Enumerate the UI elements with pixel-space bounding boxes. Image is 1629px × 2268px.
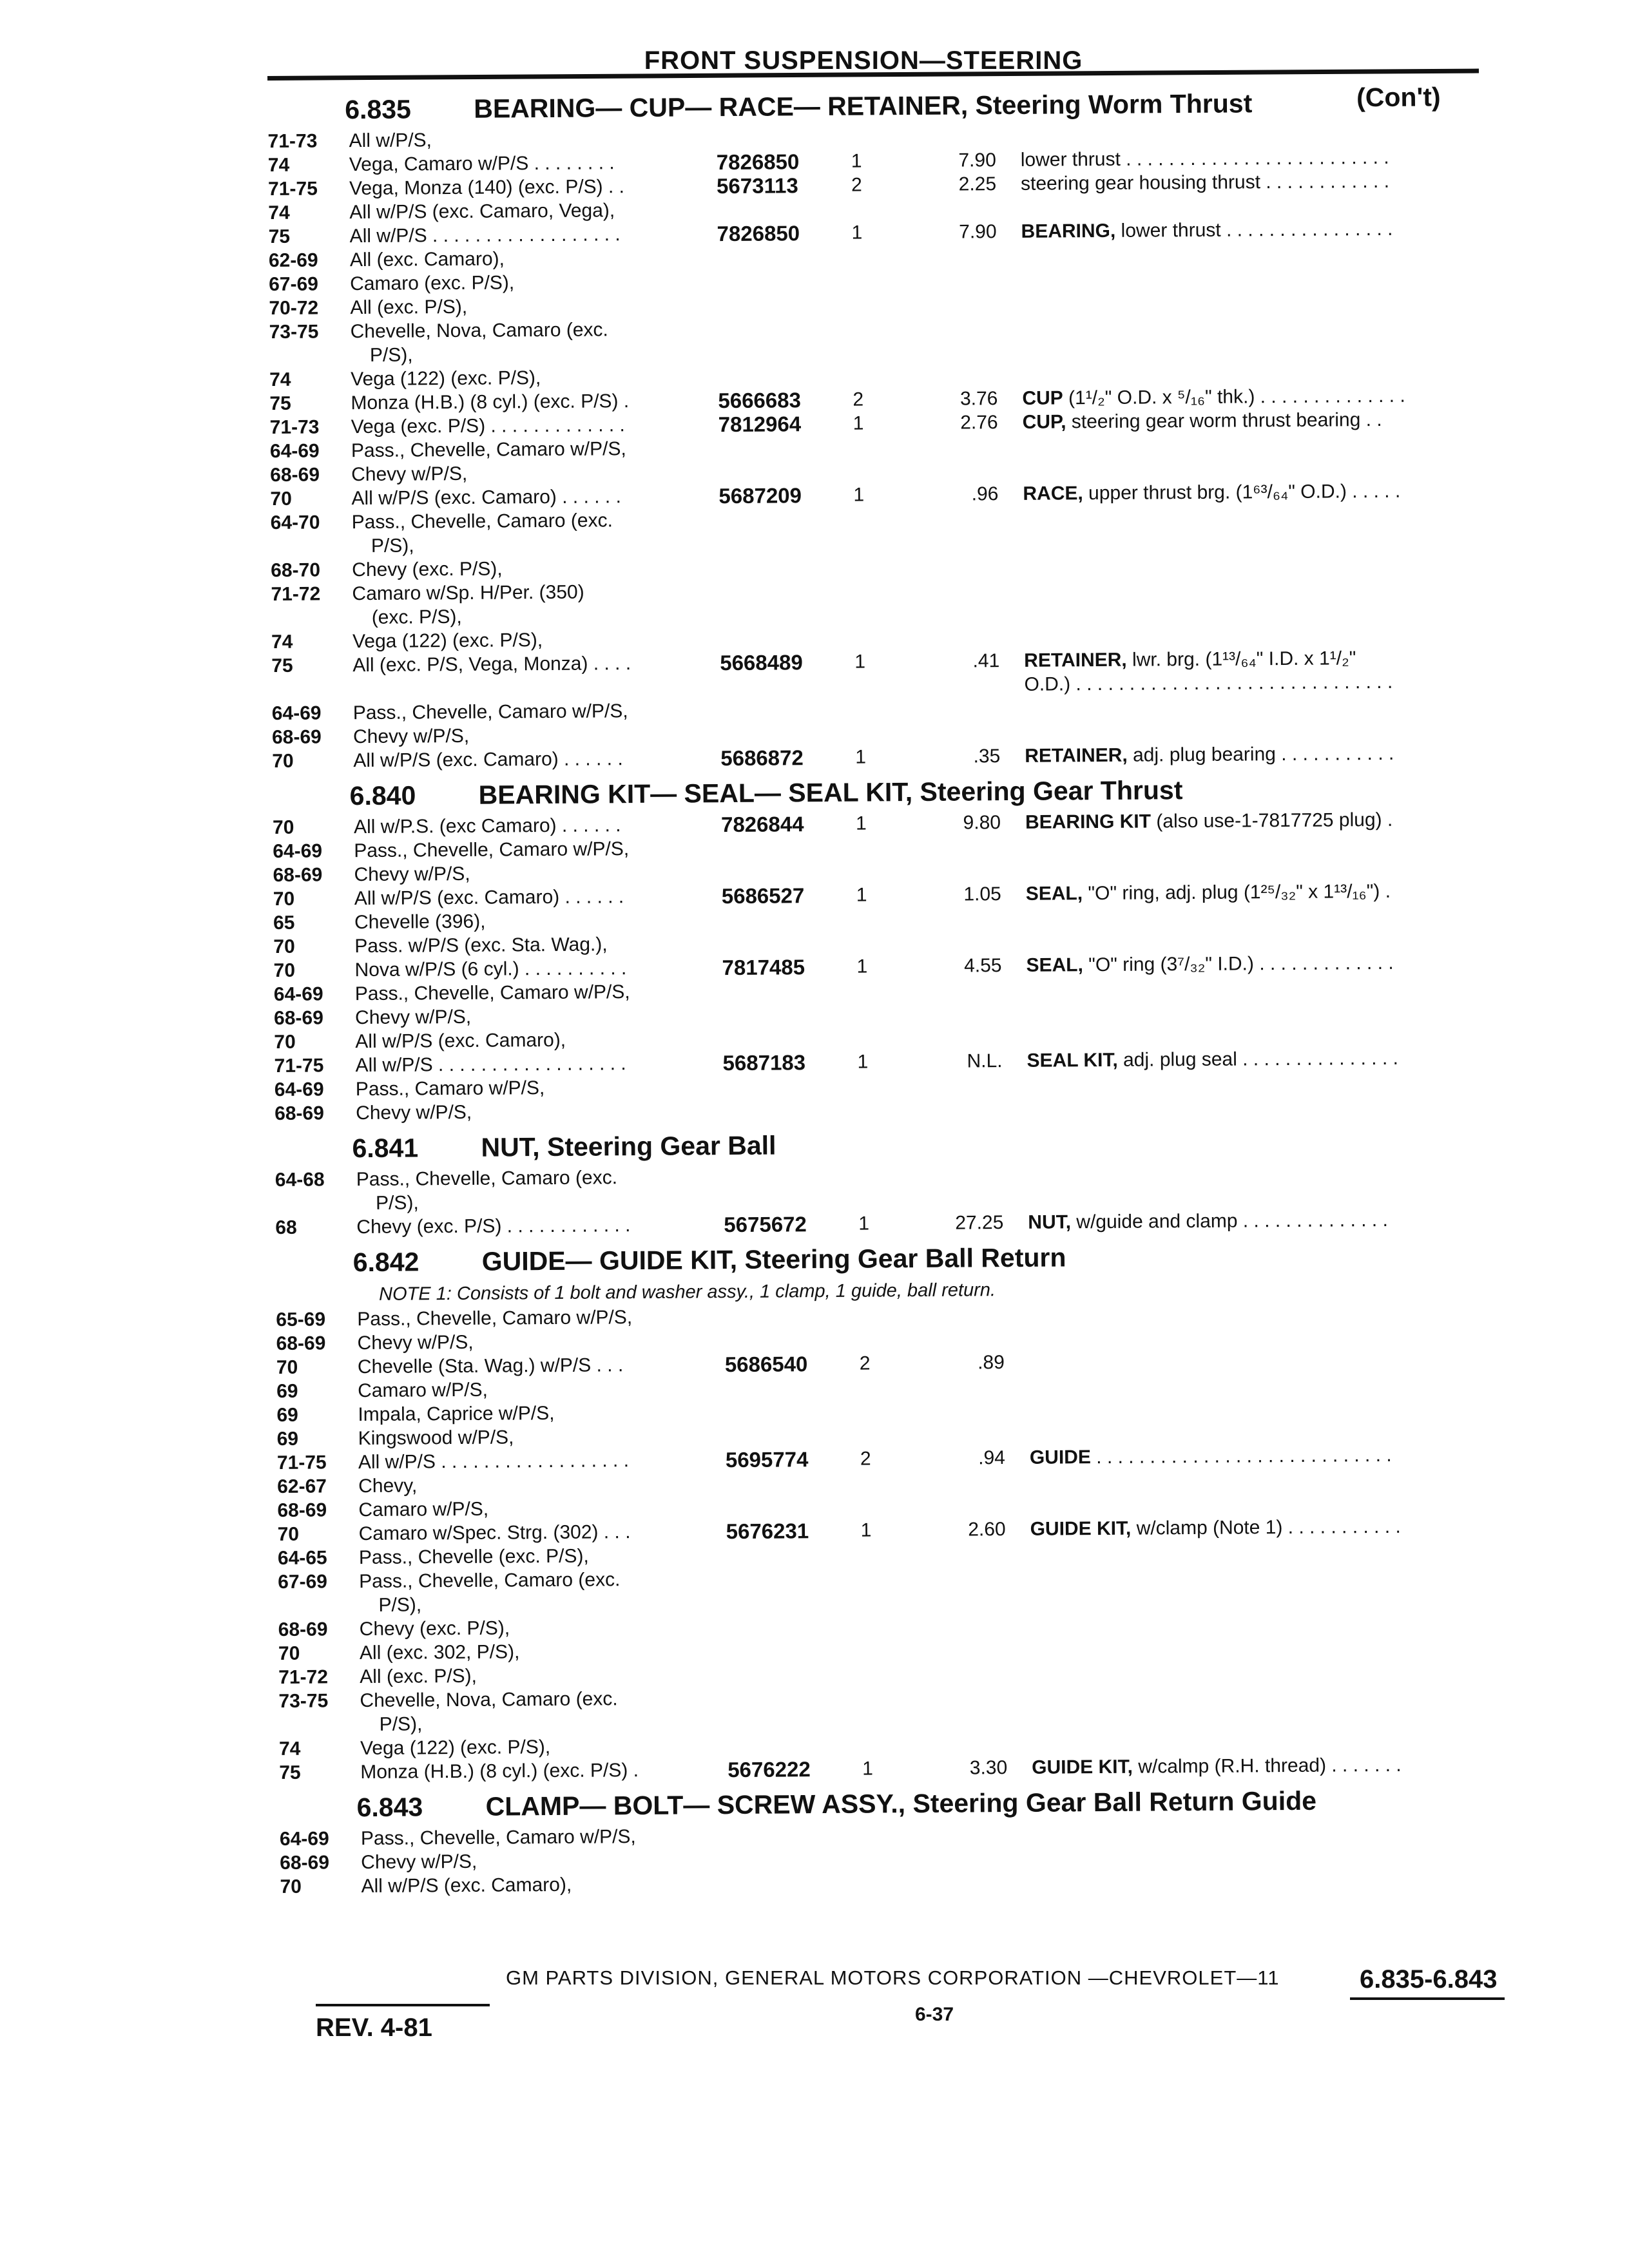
part-description [1025,807,1502,834]
year-range: 62-69 [268,249,318,271]
year-range: 68-69 [270,464,320,486]
part-number: 7826850 [716,149,800,175]
application-text: Chevelle (Sta. Wag.) w/P/S . . . [357,1354,624,1378]
part-name: GUIDE KIT, [1030,1517,1132,1540]
application-text: All w/P/S (exc. Camaro), [361,1874,572,1898]
application-text: Pass. w/P/S (exc. Sta. Wag.), [354,934,608,957]
application-text: Vega (122) (exc. P/S), [351,367,541,390]
application-text: Monza (H.B.) (8 cyl.) (exc. P/S) . [351,390,630,414]
price: .89 [978,1352,1005,1374]
part-description [1026,950,1503,977]
part-detail: w/clamp (Note 1) . . . . . . . . . . . [1131,1515,1401,1539]
application-text: Chevy w/P/S, [361,1850,477,1874]
part-description [1023,407,1499,434]
part-number: 5668489 [720,650,803,675]
part-number: 5695774 [725,1447,809,1472]
quantity: 1 [862,1758,874,1780]
part-name: GUIDE [1029,1446,1092,1468]
price: 2.60 [968,1519,1006,1541]
year-range: 75 [268,226,291,247]
part-number: 7826850 [717,221,800,246]
part-name: BEARING, [1021,220,1116,242]
part-detail: steering gear worm thrust bearing . . [1066,408,1382,433]
section-note: NOTE 1: Consists of 1 bolt and washer assy., 1 clamp, 1 guide, ball return. [378,1280,996,1305]
part-number: 5686540 [724,1352,808,1377]
application-text: Chevy (exc. P/S), [352,558,503,581]
continued-label: (Con't) [1356,82,1441,113]
application-text: All w/P/S . . . . . . . . . . . . . . . . . . [358,1450,630,1474]
price: .35 [973,745,1001,767]
year-range: 70 [276,1356,298,1378]
part-number: 5686872 [720,745,804,771]
part-name: NUT, [1028,1211,1072,1233]
section-title: GUIDE— GUIDE KIT, Steering Gear Ball Return [481,1242,1066,1276]
footer-publisher: GM PARTS DIVISION, GENERAL MOTORS CORPORATION —CHEVROLET—11 [506,1966,1280,1989]
price: N.L. [967,1050,1003,1072]
part-description [1026,879,1503,906]
part-name: CUP [1022,387,1063,409]
application-text: Pass., Chevelle, Camaro (exc. [359,1569,621,1593]
quantity: 1 [860,1519,872,1541]
year-range: 70 [280,1876,302,1898]
year-range: 70 [270,488,292,510]
application-text: Pass., Chevelle, Camaro w/P/S, [352,700,628,724]
year-range: 71-75 [267,178,318,200]
quantity: 1 [855,812,867,834]
year-range: 75 [271,655,293,677]
application-text: Chevy, [358,1475,418,1497]
application-text: Chevelle, Nova, Camaro (exc. [350,319,608,343]
price: 7.90 [959,221,997,243]
part-description [1023,479,1499,506]
year-range: 70 [272,816,294,838]
quantity: 2 [859,1352,871,1374]
part-description [1030,1514,1507,1541]
year-range: 69 [276,1380,298,1402]
year-range: 70 [272,750,294,772]
section-title: BEARING KIT— SEAL— SEAL KIT, Steering Gear Thrust [478,775,1183,810]
application-text: Vega, Monza (140) (exc. P/S) . . [349,176,625,200]
application-text: All w/P/S . . . . . . . . . . . . . . . . . . [349,224,621,247]
price: 1.05 [963,883,1001,905]
part-number: 5676231 [726,1519,809,1544]
price: 3.30 [969,1757,1008,1779]
year-range: 62-67 [277,1475,327,1497]
year-range: 70 [273,888,295,910]
quantity: 1 [851,222,863,244]
section-number: 6.843 [356,1792,423,1823]
quantity: 1 [854,651,866,673]
part-description [1021,145,1498,172]
year-range: 68-70 [271,559,321,581]
application-text: Pass., Chevelle, Camaro w/P/S, [354,981,630,1005]
year-range: 74 [278,1738,301,1760]
part-detail: upper thrust brg. (1⁶³/₆₄" O.D.) . . . . . [1083,480,1401,505]
section-number: 6.840 [349,780,416,811]
application-text: Vega, Camaro w/P/S . . . . . . . . [349,152,615,176]
part-name: SEAL KIT, [1027,1049,1118,1072]
application-text: P/S), [375,1192,419,1214]
page-title: FRONT SUSPENSION—STEERING [644,46,1083,75]
part-number: 5687183 [722,1050,806,1075]
part-detail: (also use-1-7817725 plug) . [1150,809,1393,832]
application-text: Pass., Chevelle, Camaro (exc. [351,510,613,533]
application-text: Pass., Chevelle, Camaro w/P/S, [354,838,630,862]
revision-date: REV. 4-81 [316,2013,432,2042]
application-text: All w/P/S (exc. Camaro), [355,1029,566,1053]
part-number: 5676222 [728,1757,811,1782]
section-number: 6.835 [345,94,412,125]
footer-rule-right [1350,1997,1505,2000]
application-text: All (exc. P/S), [350,296,468,319]
year-range: 64-65 [277,1547,327,1569]
year-range: 73-75 [269,321,319,343]
year-range: 70 [273,936,295,957]
year-range: 64-69 [273,983,323,1005]
part-detail: O.D.) . . . . . . . . . . . . . . . . . . . . . . . . . . . . . . [1024,671,1393,695]
application-text: Chevelle, Nova, Camaro (exc. [360,1688,618,1712]
application-text: Vega (122) (exc. P/S), [360,1736,551,1760]
quantity: 1 [851,150,862,172]
price: 3.76 [959,388,998,410]
year-range: 69 [276,1404,298,1426]
year-range: 68-69 [275,1102,324,1124]
price: 27.25 [955,1212,1004,1234]
part-detail: lower thrust . . . . . . . . . . . . . . . . . . . . . . . . . [1020,146,1389,171]
quantity: 1 [856,956,868,977]
year-range: 71-73 [267,130,318,152]
quantity: 1 [856,884,867,906]
application-text: Nova w/P/S (6 cyl.) . . . . . . . . . . [354,957,627,981]
year-range: 64-69 [271,702,322,724]
application-text: Chevy w/P/S, [351,463,468,486]
application-text: Vega (122) (exc. P/S), [352,629,543,653]
year-range: 74 [271,631,293,653]
application-text: Pass., Camaro w/P/S, [355,1077,545,1100]
section-number: 6.842 [352,1247,419,1278]
year-range: 70-72 [269,297,319,319]
application-text: All (exc. Camaro), [349,248,505,271]
application-text: Pass., Chevelle, Camaro w/P/S, [357,1307,633,1331]
application-text: Pass., Chevelle, Camaro w/P/S, [360,1826,636,1850]
application-text: Impala, Caprice w/P/S, [358,1402,555,1426]
year-range: 74 [267,154,290,176]
part-name: GUIDE KIT, [1032,1756,1133,1778]
year-range: 64-69 [279,1828,329,1850]
part-number: 7817485 [722,955,805,980]
part-number: 5686527 [721,883,805,908]
section-title: NUT, Steering Gear Ball [481,1130,776,1162]
part-name: RACE, [1023,483,1083,505]
application-text: Chevy w/P/S, [357,1331,474,1354]
year-range: 74 [268,202,290,224]
application-text: Chevelle (396), [354,910,486,934]
application-text: All w/P/S . . . . . . . . . . . . . . . . . . [355,1053,626,1077]
year-range: 68-69 [276,1332,326,1354]
part-name: BEARING KIT [1025,811,1152,833]
year-range: 68-69 [271,726,322,748]
section-title: BEARING— CUP— RACE— RETAINER, Steering Worm Thrust [474,88,1253,124]
year-range: 73-75 [278,1690,329,1712]
part-description [1027,1046,1503,1073]
application-text: All w/P.S. (exc Camaro) . . . . . . [353,814,621,838]
part-description [1025,741,1501,768]
part-detail: lwr. brg. (1¹³/₆₄" I.D. x 1¹/₂" [1126,648,1356,671]
year-range: 64-69 [274,1079,324,1100]
price: 2.25 [958,173,997,195]
year-range: 68-69 [280,1852,330,1874]
quantity: 1 [858,1213,870,1235]
application-text: Camaro w/Spec. Strg. (302) . . . [358,1521,631,1545]
year-range: 70 [278,1642,300,1664]
part-detail: steering gear housing thrust . . . . . . . . . . . . [1020,170,1390,195]
section-number: 6.841 [352,1133,419,1164]
year-range: 65-69 [276,1309,326,1331]
application-text: Chevy w/P/S, [354,1006,472,1029]
application-text: P/S), [379,1713,423,1735]
quantity: 1 [853,412,864,434]
year-range: 71-72 [271,583,321,605]
price: .94 [978,1447,1005,1469]
year-range: 65 [273,912,295,934]
application-text: P/S), [378,1594,422,1616]
application-text: Chevy w/P/S, [356,1101,472,1124]
application-text: Chevy w/P/S, [354,863,470,886]
part-number: 5675672 [724,1212,807,1237]
footer-rule-left [316,2004,490,2006]
part-description [1032,1753,1509,1780]
application-text: All w/P/S (exc. Camaro) . . . . . . [351,486,621,510]
application-text: Kingswood w/P/S, [358,1427,514,1450]
price: .96 [971,483,999,505]
application-text: All (exc. P/S, Vega, Monza) . . . . [352,653,631,677]
year-range: 68-69 [277,1499,327,1521]
part-number: 5673113 [716,173,798,198]
price: 9.80 [963,812,1001,834]
year-range: 70 [273,959,296,981]
part-detail: . . . . . . . . . . . . . . . . . . . . . . . . . . . . [1090,1444,1392,1468]
price: 4.55 [964,955,1002,977]
application-text: Camaro w/P/S, [358,1498,489,1521]
application-text: Pass., Chevelle, Camaro w/P/S, [351,438,626,462]
year-range: 64-70 [270,512,320,533]
part-name: SEAL, [1025,883,1083,905]
part-description [1028,1207,1505,1235]
part-detail: (1¹/₂" O.D. x ⁵/₁₆" thk.) . . . . . . . . . . . . . . [1063,385,1405,409]
quantity: 2 [853,389,864,410]
part-detail: "O" ring, adj. plug (1²⁵/₃₂" x 1¹³/₁₆") . [1083,880,1391,905]
year-range: 75 [269,392,291,414]
part-detail: "O" ring (3⁷/₃₂" I.D.) . . . . . . . . . . . . . [1083,952,1394,976]
part-description [1024,669,1501,697]
year-range: 69 [276,1428,299,1450]
application-text: (exc. P/S), [371,606,462,628]
year-range: 70 [274,1031,296,1053]
price: 2.76 [960,412,998,434]
application-text: Vega (exc. P/S) . . . . . . . . . . . . . [351,414,625,438]
application-text: Camaro (exc. P/S), [350,272,515,295]
quantity: 2 [860,1448,871,1470]
application-text: All w/P/S (exc. Camaro) . . . . . . [354,886,624,910]
application-text: All (exc. P/S), [360,1665,477,1688]
application-text: All (exc. 302, P/S), [359,1641,520,1664]
year-range: 71-73 [269,416,320,438]
page-number: 6-37 [915,2004,954,2025]
part-detail: adj. plug seal . . . . . . . . . . . . . . . [1117,1047,1399,1071]
application-text: Camaro w/P/S, [358,1379,488,1402]
part-name: SEAL, [1026,954,1084,976]
year-range: 71-75 [276,1452,327,1474]
year-range: 68-69 [278,1619,328,1640]
part-description [1021,169,1498,196]
application-text: Chevy w/P/S, [352,725,470,748]
part-number: 7826844 [720,812,804,837]
part-description [1030,1443,1507,1470]
section-title: CLAMP— BOLT— SCREW ASSY., Steering Gear Ball Return Guide [485,1785,1317,1821]
application-text: Chevy (exc. P/S) . . . . . . . . . . . . [356,1215,631,1238]
application-text: Chevy (exc. P/S), [359,1617,510,1640]
part-detail: w/calmp (R.H. thread) . . . . . . . [1132,1754,1402,1778]
year-range: 71-72 [278,1666,329,1688]
application-text: P/S), [371,535,414,557]
part-detail: adj. plug bearing . . . . . . . . . . . [1127,742,1394,766]
application-text: All w/P/S, [349,130,432,152]
application-text: Pass., Chevelle, Camaro (exc. [356,1167,618,1191]
part-number: 5666683 [718,388,802,413]
year-range: 67-69 [278,1571,328,1593]
section-range: 6.835-6.843 [1360,1965,1498,1994]
year-range: 67-69 [269,273,318,295]
application-text: All w/P/S (exc. Camaro) . . . . . . [353,748,623,772]
application-text: Monza (H.B.) (8 cyl.) (exc. P/S) . [360,1760,639,1783]
part-name: CUP, [1022,411,1066,433]
quantity: 1 [853,484,865,506]
quantity: 1 [855,746,867,768]
year-range: 68-69 [273,1007,323,1029]
year-range: 64-69 [269,440,320,462]
application-text: P/S), [369,344,413,366]
year-range: 71-75 [274,1055,324,1077]
application-text: Pass., Chevelle (exc. P/S), [358,1545,589,1569]
part-name: RETAINER, [1024,649,1127,671]
price: 7.90 [958,149,996,171]
part-detail: lower thrust . . . . . . . . . . . . . . . . [1115,218,1393,242]
parts-listing [267,79,1524,1899]
part-description [1024,646,1501,673]
quantity: 2 [851,174,862,196]
year-range: 68-69 [273,864,323,886]
year-range: 75 [279,1762,301,1783]
part-number: 7812964 [718,412,802,437]
part-number: 5687209 [718,483,802,508]
part-description [1022,383,1499,410]
section-header [275,1231,1519,1282]
year-range: 64-68 [275,1169,325,1191]
application-text: All w/P/S (exc. Camaro, Vega), [349,200,615,224]
quantity: 1 [857,1051,869,1073]
part-description [1021,216,1498,244]
part-detail: w/guide and clamp . . . . . . . . . . . . . . [1070,1209,1388,1233]
year-range: 74 [269,369,291,390]
part-name: RETAINER, [1025,744,1128,767]
year-range: 70 [277,1523,300,1545]
year-range: 68 [275,1216,297,1238]
year-range: 64-69 [273,840,323,862]
price: .41 [972,650,1000,672]
application-text: Camaro w/Sp. H/Per. (350) [352,581,584,605]
